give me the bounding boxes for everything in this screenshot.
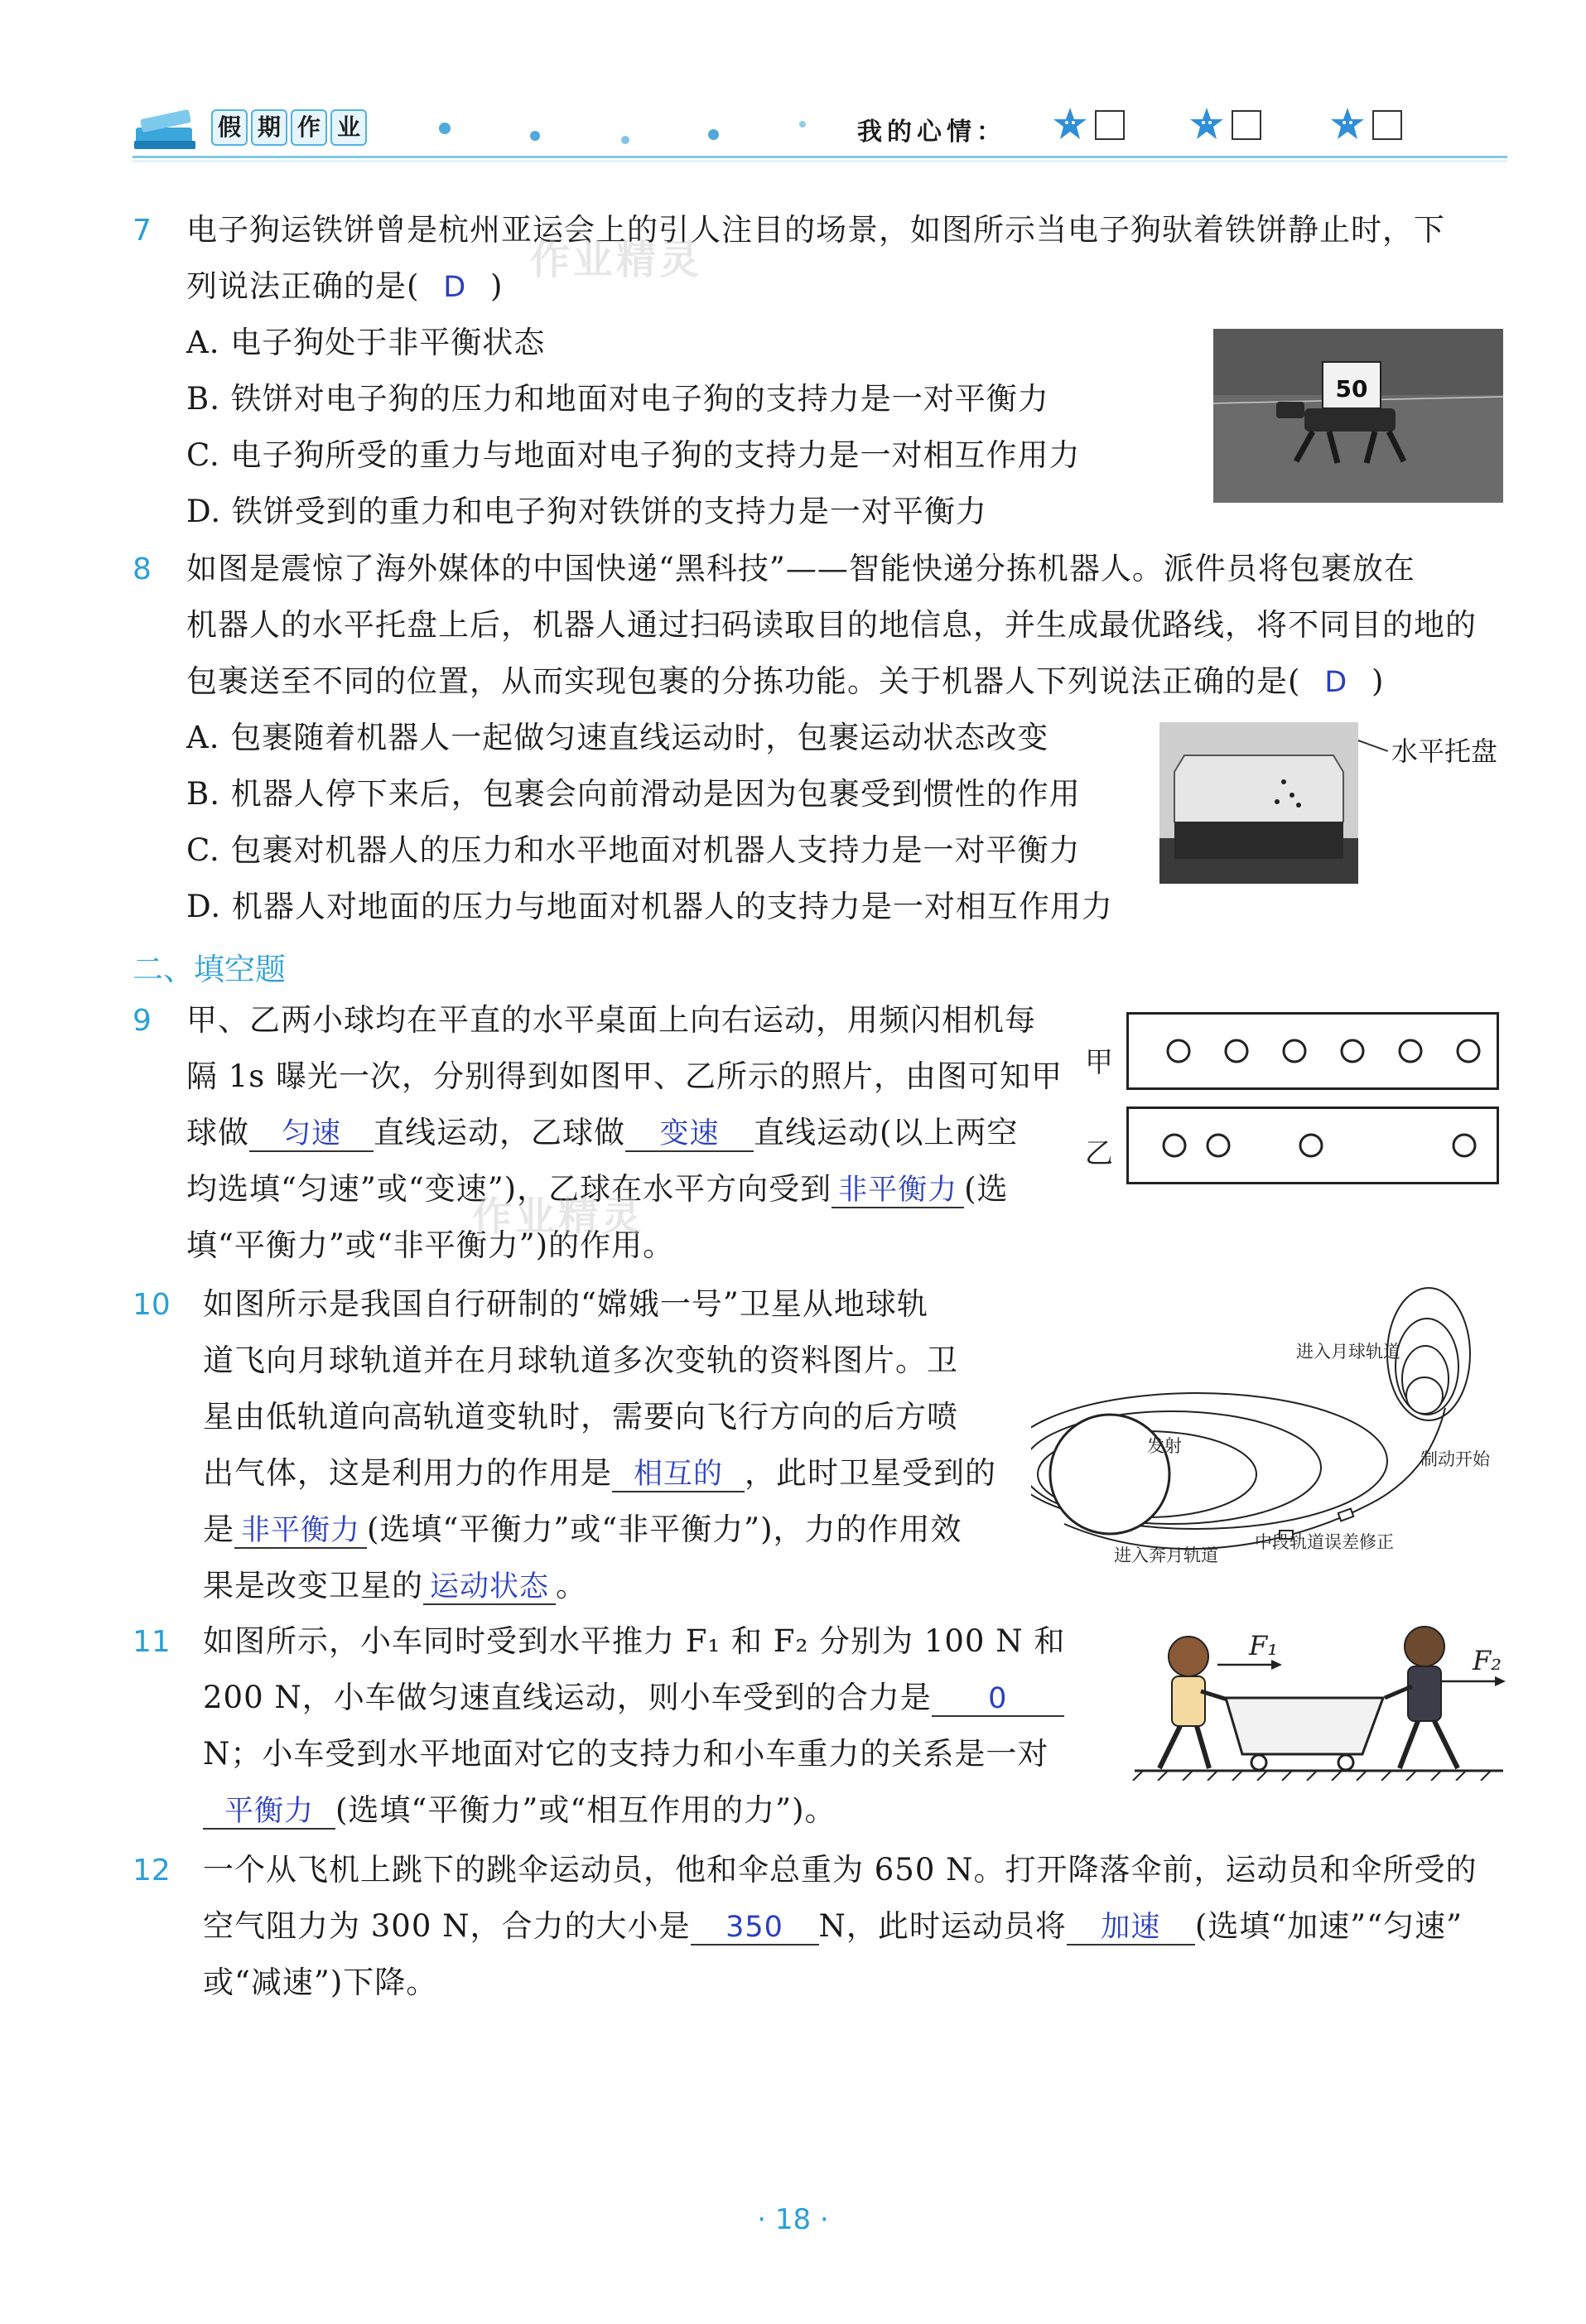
answer-blank: 非平衡力 bbox=[234, 1514, 367, 1549]
answer-blank: 匀速 bbox=[249, 1117, 374, 1152]
moon-icon bbox=[1406, 1377, 1443, 1414]
mood-checkbox[interactable] bbox=[1372, 110, 1402, 140]
ball-position bbox=[1284, 1040, 1305, 1062]
answer-blank: 变速 bbox=[625, 1117, 754, 1152]
figure-label-yi: 乙 bbox=[1085, 1137, 1113, 1170]
question-text-part: 200 N，小车做匀速直线运动，则小车受到的合力是 bbox=[203, 1680, 932, 1715]
option-a: A. 包裹随着机器人一起做匀速直线运动时，包裹运动状态改变 bbox=[186, 720, 1049, 755]
question-text-part: 包裹送至不同的位置，从而实现包裹的分拣功能。关于机器人下列说法正确的是( bbox=[186, 663, 1301, 699]
decor-dot bbox=[439, 123, 451, 134]
question-text-part: 。 bbox=[556, 1568, 587, 1603]
option-b: B. 铁饼对电子狗的压力和地面对电子狗的支持力是一对平衡力 bbox=[186, 381, 1049, 417]
watermark: 作业精灵 bbox=[472, 1193, 645, 1240]
question-text: 如图所示是我国自行研制的“嫦娥一号”卫星从地球轨 bbox=[203, 1286, 928, 1322]
header-title-char: 假 bbox=[211, 109, 248, 146]
question-text-part: 均选填“匀速”或“变速”)，乙球在水平方向受到 bbox=[186, 1171, 832, 1207]
question-text bbox=[203, 1791, 836, 1830]
question-text: 道飞向月球轨道并在月球轨道多次变轨的资料图片。卫 bbox=[203, 1343, 958, 1378]
header-divider bbox=[133, 161, 1507, 162]
label-lunar-orbit: 进入月球轨道 bbox=[1296, 1342, 1400, 1362]
ball-position bbox=[1168, 1040, 1189, 1062]
watermark: 作业精灵 bbox=[530, 237, 703, 283]
question-text-part: 果是改变卫星的 bbox=[203, 1568, 423, 1603]
decor-dot bbox=[530, 131, 540, 141]
option-d: D. 铁饼受到的重力和电子狗对铁饼的支持力是一对平衡力 bbox=[186, 494, 987, 529]
orbit-diagram bbox=[1031, 1275, 1511, 1574]
answer-blank: 运动状态 bbox=[423, 1570, 556, 1605]
question-text-part: (选填“加速”“匀速” bbox=[1194, 1908, 1463, 1944]
option-c: C. 电子狗所受的重力与地面对电子狗的支持力是一对相互作用力 bbox=[186, 437, 1081, 473]
star-icon bbox=[1188, 106, 1225, 144]
star-icon bbox=[1329, 106, 1366, 144]
question-text-part: ) bbox=[1371, 663, 1385, 699]
answer-blank: 平衡力 bbox=[203, 1795, 335, 1830]
question-text bbox=[203, 1454, 996, 1492]
option-c: C. 包裹对机器人的压力和水平地面对机器人支持力是一对平衡力 bbox=[186, 832, 1081, 868]
answer-choice: D bbox=[443, 271, 467, 304]
question-text bbox=[186, 663, 1384, 701]
question-text: 或“减速”)下降。 bbox=[203, 1965, 438, 2000]
question-number: 10 bbox=[133, 1288, 171, 1322]
header-title-char: 业 bbox=[330, 109, 367, 146]
ball-position bbox=[1342, 1040, 1363, 1062]
option-b: B. 机器人停下来后，包裹会向前滑动是因为包裹受到惯性的作用 bbox=[186, 776, 1081, 812]
question-text-part: 直线运动，乙球做 bbox=[374, 1115, 625, 1150]
ball-position bbox=[1226, 1040, 1247, 1062]
force-f2-label: F₂ bbox=[1473, 1645, 1502, 1676]
photo-sign-text: 50 bbox=[1335, 375, 1368, 403]
decor-dot bbox=[708, 129, 719, 140]
question-number: 12 bbox=[133, 1854, 171, 1888]
question-text-part: 出气体，这是利用力的作用是 bbox=[203, 1455, 612, 1491]
strobe-photo-jia bbox=[1126, 1012, 1499, 1090]
answer-blank: 350 bbox=[691, 1911, 819, 1946]
ball-position bbox=[1208, 1135, 1229, 1156]
question-text: 星由低轨道向高轨道变轨时，需要向飞行方向的后方喷 bbox=[203, 1399, 958, 1434]
satellite-icon bbox=[1338, 1509, 1353, 1521]
question-text-part: ) bbox=[489, 268, 504, 304]
answer-blank: 相互的 bbox=[612, 1458, 745, 1492]
question-text-part: ，此时卫星受到的 bbox=[745, 1455, 996, 1491]
star-icon bbox=[1052, 106, 1088, 144]
question-text bbox=[203, 1567, 587, 1605]
question-text bbox=[203, 1679, 1064, 1717]
ball-position bbox=[1300, 1135, 1322, 1156]
mood-item bbox=[1052, 106, 1125, 144]
question-text: 机器人的水平托盘上后，机器人通过扫码读取目的地信息，并生成最优路线，将不同目的地的 bbox=[186, 607, 1477, 643]
question-text-part: 直线运动(以上两空 bbox=[754, 1115, 1019, 1150]
cart-diagram bbox=[1126, 1615, 1511, 1781]
mood-item bbox=[1329, 106, 1402, 144]
question-text bbox=[203, 1907, 1463, 1946]
question-text-part: 球做 bbox=[186, 1115, 249, 1150]
question-text-part: (选 bbox=[964, 1171, 1009, 1207]
header-title bbox=[211, 109, 367, 146]
question-text: 电子狗运铁饼曾是杭州亚运会上的引人注目的场景，如图所示当电子狗驮着铁饼静止时，下 bbox=[186, 212, 1445, 248]
header-title-char: 期 bbox=[251, 109, 287, 146]
question-number: 9 bbox=[133, 1004, 152, 1038]
label-launch: 发射 bbox=[1147, 1436, 1182, 1456]
sorting-robot-photo bbox=[1159, 722, 1358, 884]
tray-label: 水平托盘 bbox=[1391, 735, 1498, 767]
question-text bbox=[186, 1114, 1018, 1152]
label-midcourse: 中段轨道误差修正 bbox=[1255, 1532, 1394, 1552]
question-text-part: (选填“平衡力”或“相互作用的力”)。 bbox=[335, 1792, 836, 1828]
question-text-part: (选填“平衡力”或“非平衡力”)，力的作用效 bbox=[367, 1512, 962, 1547]
robot-dog-photo bbox=[1213, 329, 1503, 503]
question-text-part: 空气阻力为 300 N，合力的大小是 bbox=[203, 1908, 691, 1944]
mood-label: 我的心情： bbox=[857, 118, 1006, 147]
question-text-part: 是 bbox=[203, 1512, 234, 1547]
leader-line bbox=[1358, 740, 1388, 752]
question-number: 11 bbox=[133, 1625, 171, 1659]
figure-label-jia: 甲 bbox=[1085, 1046, 1113, 1079]
mood-checkbox[interactable] bbox=[1095, 110, 1125, 140]
question-text: N；小车受到水平地面对它的支持力和小车重力的关系是一对 bbox=[203, 1736, 1049, 1772]
label-brake: 制动开始 bbox=[1420, 1449, 1490, 1469]
question-text bbox=[186, 268, 503, 306]
answer-blank: 加速 bbox=[1067, 1911, 1195, 1946]
header-title-char: 作 bbox=[291, 109, 327, 146]
mood-checkbox[interactable] bbox=[1232, 110, 1261, 140]
question-text: 隔 1s 曝光一次，分别得到如图甲、乙所示的照片，由图可知甲 bbox=[186, 1058, 1063, 1094]
question-text: 一个从飞机上跳下的跳伞运动员，他和伞总重为 650 N。打开降落伞前，运动员和伞所受的 bbox=[203, 1852, 1478, 1888]
mood-item bbox=[1188, 106, 1261, 144]
question-number: 7 bbox=[133, 214, 152, 248]
option-d: D. 机器人对地面的压力与地面对机器人的支持力是一对相互作用力 bbox=[186, 889, 1113, 924]
strobe-photo-yi bbox=[1126, 1107, 1499, 1184]
option-a: A. 电子狗处于非平衡状态 bbox=[186, 325, 546, 360]
question-text: 甲、乙两小球均在平直的水平桌面上向右运动，用频闪相机每 bbox=[186, 1002, 1036, 1038]
ball-position bbox=[1400, 1040, 1421, 1062]
ball-position bbox=[1164, 1135, 1185, 1156]
question-text: 如图所示，小车同时受到水平推力 F₁ 和 F₂ 分别为 100 N 和 bbox=[203, 1623, 1066, 1659]
answer-choice: D bbox=[1324, 666, 1348, 699]
header-divider bbox=[133, 156, 1507, 158]
question-text: 如图是震惊了海外媒体的中国快递“黑科技”——智能快递分拣机器人。派件员将包裹放在 bbox=[186, 551, 1415, 586]
force-f1-label: F₁ bbox=[1249, 1630, 1279, 1661]
question-text: 填“平衡力”或“非平衡力”)的作用。 bbox=[186, 1227, 675, 1263]
section-title: 二、填空题 bbox=[133, 952, 286, 987]
answer-blank: 非平衡力 bbox=[832, 1174, 964, 1208]
page-number: · 18 · bbox=[757, 2203, 829, 2236]
decor-dot bbox=[621, 136, 629, 144]
answer-blank: 0 bbox=[932, 1682, 1064, 1717]
decor-dot bbox=[799, 121, 806, 128]
question-number: 8 bbox=[133, 552, 152, 586]
question-text-part: 列说法正确的是( bbox=[186, 268, 420, 304]
ball-position bbox=[1458, 1040, 1479, 1062]
label-transfer: 进入奔月轨道 bbox=[1114, 1545, 1218, 1565]
ball-position bbox=[1453, 1135, 1475, 1156]
question-text bbox=[203, 1511, 962, 1549]
question-text-part: N，此时运动员将 bbox=[818, 1908, 1067, 1944]
books-icon bbox=[133, 99, 199, 157]
